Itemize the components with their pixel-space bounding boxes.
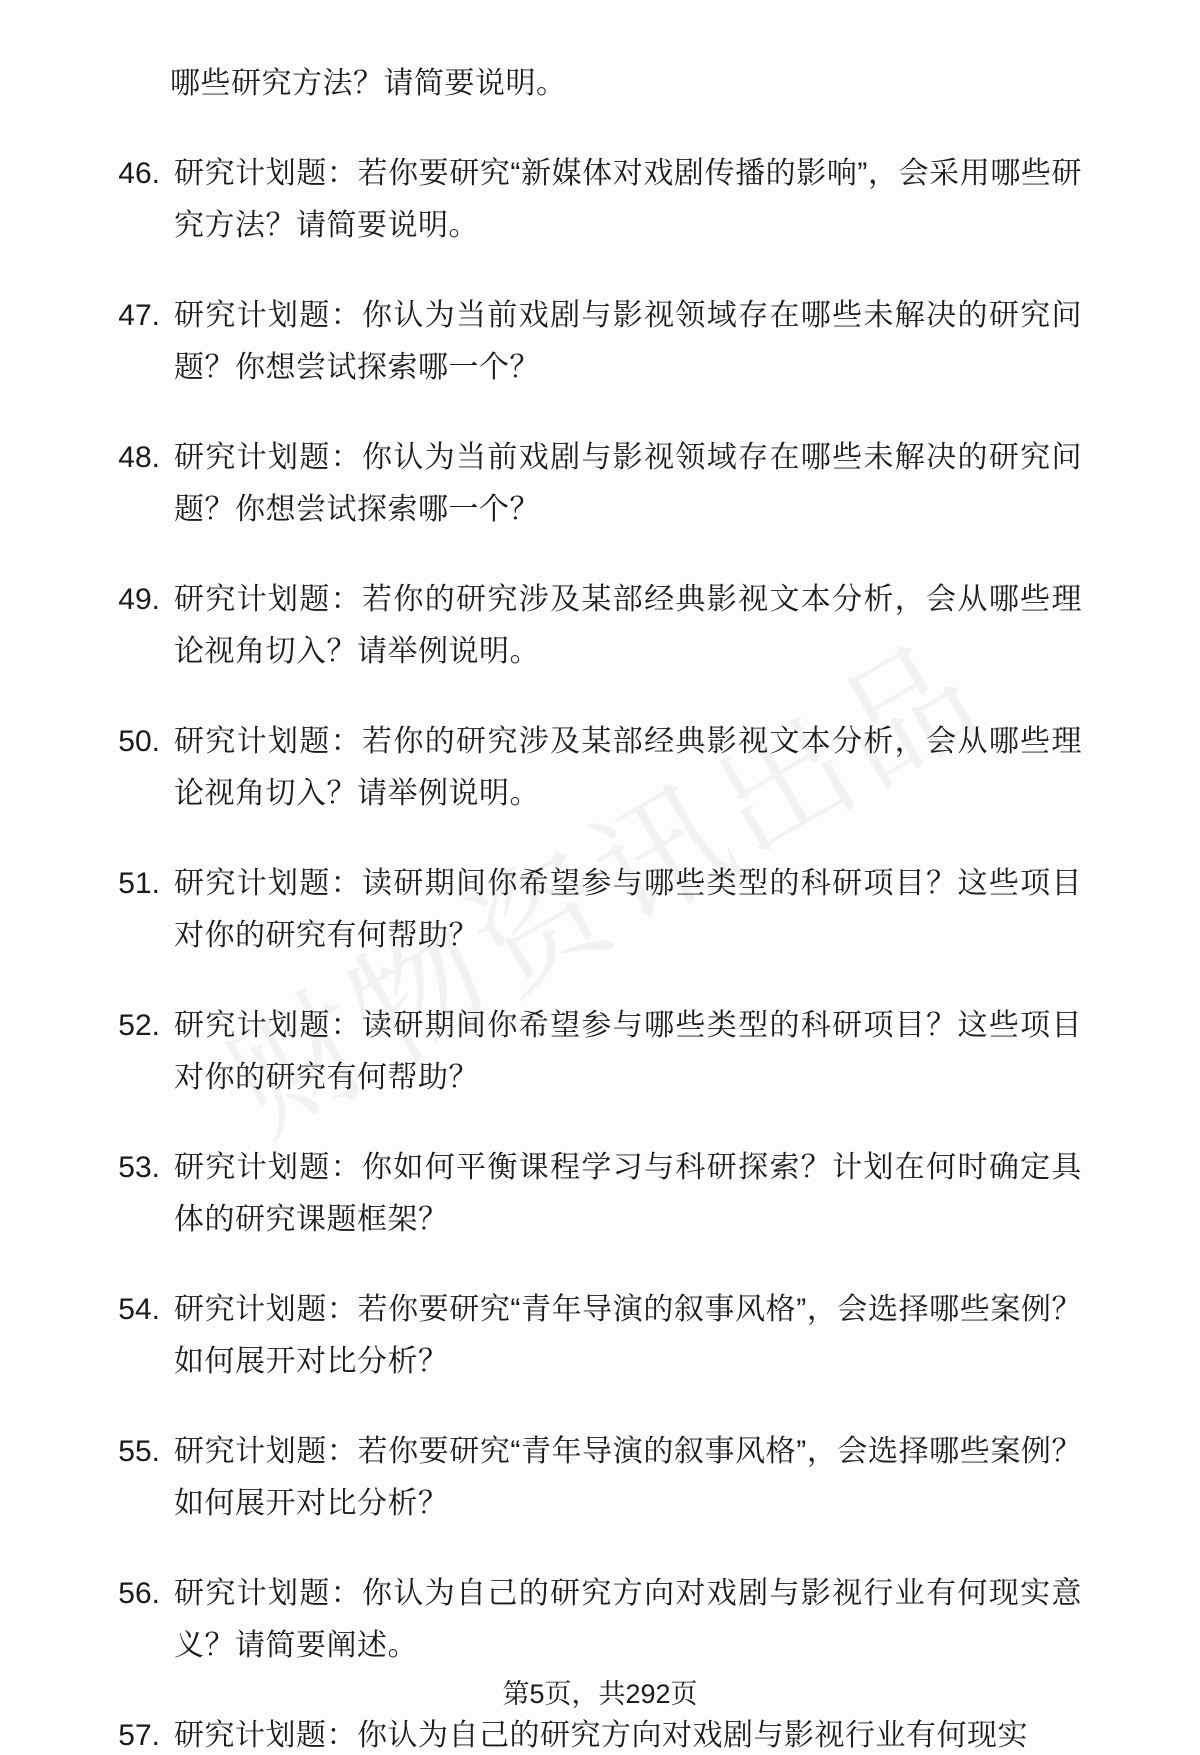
question-text: 研究计划题：若你的研究涉及某部经典影视文本分析，会从哪些理论视角切入？请举例说明。: [174, 725, 1082, 810]
question-item: [118, 574, 1082, 678]
question-number: 51.: [118, 867, 160, 900]
question-text: 研究计划题：若你要研究“青年导演的叙事风格”，会选择哪些案例？如何展开对比分析？: [174, 1293, 1082, 1378]
question-number: 57.: [118, 1719, 160, 1752]
question-item: [118, 1710, 1082, 1755]
question-number: 47.: [118, 299, 160, 332]
question-item: [118, 432, 1082, 536]
question-number: 50.: [118, 725, 160, 758]
question-text: 研究计划题：你认为自己的研究方向对戏剧与影视行业有何现实: [174, 1719, 1028, 1752]
question-text: 研究计划题：读研期间你希望参与哪些类型的科研项目？这些项目对你的研究有何帮助？: [174, 867, 1082, 952]
question-number: 56.: [118, 1577, 160, 1610]
question-item: [118, 290, 1082, 394]
question-number: 54.: [118, 1293, 160, 1326]
question-number: 48.: [118, 441, 160, 474]
question-text: 研究计划题：读研期间你希望参与哪些类型的科研项目？这些项目对你的研究有何帮助？: [174, 1009, 1082, 1094]
question-text: 研究计划题：你认为当前戏剧与影视领域存在哪些未解决的研究问题？你想尝试探索哪一个？: [174, 299, 1082, 384]
question-number: 52.: [118, 1009, 160, 1042]
question-item: [118, 1568, 1082, 1672]
page-footer: 第5页，共292页: [502, 1679, 698, 1709]
question-text: 研究计划题：若你的研究涉及某部经典影视文本分析，会从哪些理论视角切入？请举例说明。: [174, 583, 1082, 668]
question-item: [118, 1000, 1082, 1104]
question-number: 55.: [118, 1435, 160, 1468]
continued-paragraph: 哪些研究方法？请简要说明。: [170, 67, 567, 100]
question-item: [118, 716, 1082, 820]
question-text: 研究计划题：你如何平衡课程学习与科研探索？计划在何时确定具体的研究课题框架？: [174, 1151, 1082, 1236]
question-text: 研究计划题：若你要研究“青年导演的叙事风格”，会选择哪些案例？如何展开对比分析？: [174, 1435, 1082, 1520]
question-item: [118, 1142, 1082, 1246]
question-text: 研究计划题：若你要研究“新媒体对戏剧传播的影响”，会采用哪些研究方法？请简要说明。: [174, 157, 1082, 242]
question-item: [118, 858, 1082, 962]
question-number: 53.: [118, 1151, 160, 1184]
question-text: 研究计划题：你认为自己的研究方向对戏剧与影视行业有何现实意义？请简要阐述。: [174, 1577, 1082, 1662]
question-item: [118, 1284, 1082, 1388]
question-item: [118, 1426, 1082, 1530]
question-number: 46.: [118, 157, 160, 190]
question-item: [118, 148, 1082, 252]
question-number: 49.: [118, 583, 160, 616]
question-text: 研究计划题：你认为当前戏剧与影视领域存在哪些未解决的研究问题？你想尝试探索哪一个？: [174, 441, 1082, 526]
